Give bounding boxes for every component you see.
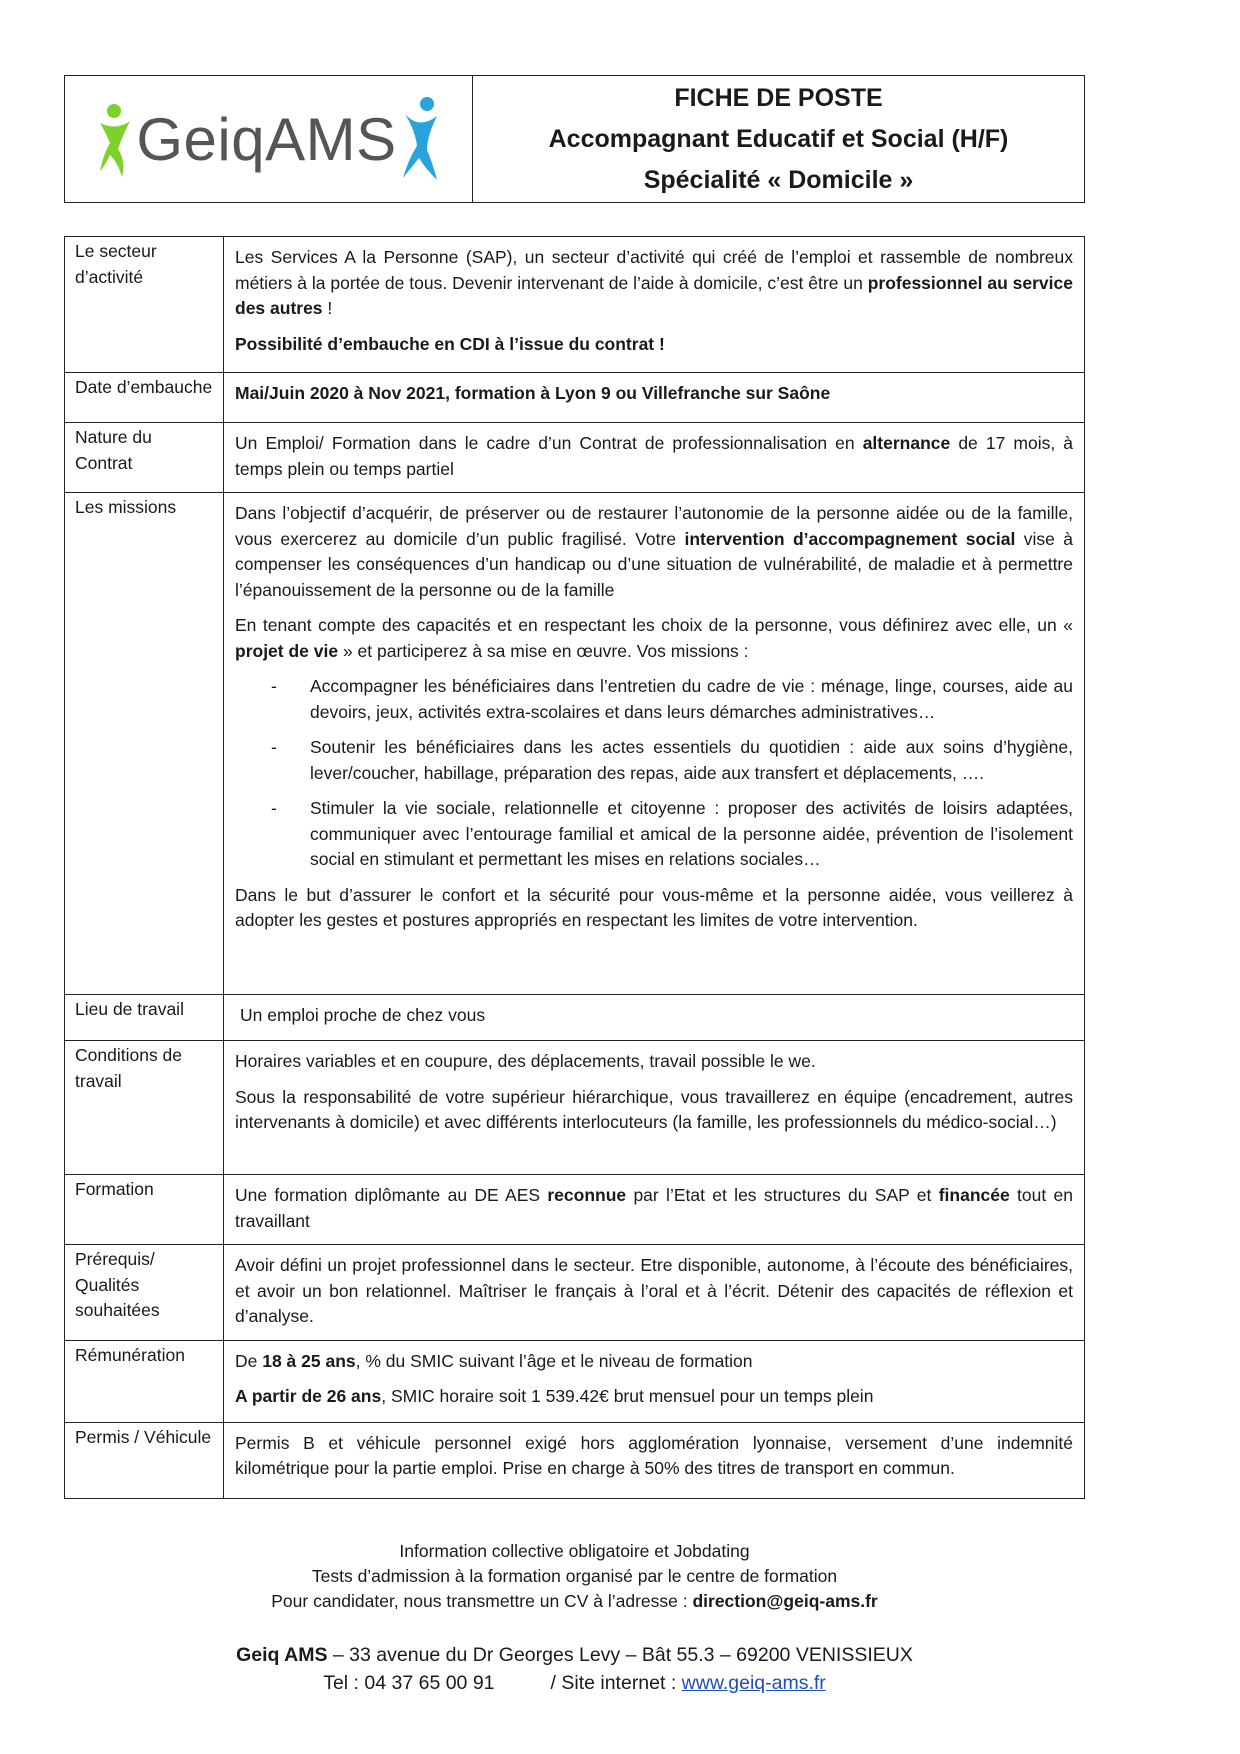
label-permis: Permis / Véhicule [65, 1422, 224, 1498]
label-lieu: Lieu de travail [65, 995, 224, 1041]
row-prerequis [65, 1245, 1085, 1341]
phone-site-line: Tel : 04 37 65 00 91 / Site internet : www.geiq-ams.fr [323, 1672, 826, 1694]
value-date: Mai/Juin 2020 à Nov 2021, formation à Lyon 9 ou Villefranche sur Saône [224, 373, 1085, 423]
green-figure-icon [96, 97, 136, 181]
value-missions: Dans l’objectif d’acquérir, de préserver ou de restaurer l’autonomie de la personne aidée ou de la famille, vous exercerez au domicile d’un public fragilisé. Votre intervention d’accompagnement social vise à compenser les conséquences d’un handicap ou d’une situation de vulnérabilité, de maladie et à permettre l’épanouissement de la personne ou de la famille En tenant compte des capacités et en respectant les choix de la personne, vous définirez avec elle, un « projet de vie » et participerez à sa mise en œuvre. Vos missions : - Accompagner les bénéficiaires dans l’entretien du cadre de vie : ménage, linge, courses, aide au devoirs, jeux, activités extra-scolaires et dans leurs démarches administratives… - Soutenir les bénéficiaires dans les actes essentiels du quotidien : aide aux soins d’hygiène, lever/coucher, habillage, préparation des repas, aide aux transfert et déplacements, …. - Stimuler la vie sociale, relationnelle et citoyenne : proposer des activités de loisirs adaptées, communiquer avec l’entourage familial et amical de la personne aidée, prévention de l’isolement social en stimulant et permettant les mises en relations sociales… Dans le but d’assurer le confort et la sécurité pour vous-même et la personne aidée, vous veillerez à adopter les gestes et postures appropriés en respectant les limites de votre intervention. [224, 493, 1085, 995]
phone: Tel : 04 37 65 00 91 [323, 1672, 495, 1694]
value-permis: Permis B et véhicule personnel exigé hors agglomération lyonnaise, versement d’une indemnité kilométrique pour la partie emploi. Prise en charge à 50% des titres de transport en commun. [224, 1422, 1085, 1498]
value-nature: Un Emploi/ Formation dans le cadre d’un Contrat de professionnalisation en alternance de 17 mois, à temps plein ou temps partiel [224, 423, 1085, 493]
org-name: Geiq AMS [236, 1644, 328, 1666]
row-formation [65, 1175, 1085, 1245]
mission-item: - Accompagner les bénéficiaires dans l’entretien du cadre de vie : ménage, linge, courses, aide au devoirs, jeux, activités extra-scolaires et dans leurs démarches administratives… [271, 676, 1073, 722]
header-box [64, 75, 1085, 203]
label-secteur: Le secteur d’activité [65, 237, 224, 373]
application-info [64, 1539, 1085, 1614]
label-nature: Nature du Contrat [65, 423, 224, 493]
mission-item: - Soutenir les bénéficiaires dans les actes essentiels du quotidien : aide aux soins d’hygiène, lever/coucher, habillage, préparation des repas, aide aux transfert et déplacements, …. [271, 737, 1073, 783]
info-line-3: Pour candidater, nous transmettre un CV à l’adresse : direction@geiq-ams.fr [271, 1591, 878, 1611]
cdi-highlight: Possibilité d’embauche en CDI à l’issue du contrat ! [235, 333, 665, 354]
logo-cell [65, 76, 473, 202]
label-missions: Les missions [65, 493, 224, 995]
job-details-table [64, 236, 1085, 1499]
label-formation: Formation [65, 1175, 224, 1245]
value-prerequis: Avoir défini un projet professionnel dans le secteur. Etre disponible, autonome, à l’écoute des bénéficiaires, et avoir un bon relationnel. Maîtriser le français à l’oral et à l’écrit. Détenir des capacités de réflexion et d’analyse. [224, 1245, 1085, 1341]
row-nature [65, 423, 1085, 493]
email-link[interactable]: direction@geiq-ams.fr [692, 1591, 878, 1611]
value-secteur: Les Services A la Personne (SAP), un secteur d’activité qui créé de l’emploi et rassemble de nombreux métiers à la portée de tous. Devenir intervenant de l’aide à domicile, c’est être un professionnel au service des autres ! Possibilité d’embauche en CDI à l’issue du contrat ! [224, 237, 1085, 373]
label-prerequis: Prérequis/ Qualités souhaitées [65, 1245, 224, 1341]
blue-figure-icon [397, 94, 441, 184]
label-date: Date d’embauche [65, 373, 224, 423]
job-title: Accompagnant Educatif et Social (H/F) [548, 124, 1009, 153]
logo-text: GeiqAMS [136, 105, 397, 173]
geiq-ams-logo [96, 94, 440, 184]
row-conditions [65, 1041, 1085, 1175]
contact-block [64, 1641, 1085, 1697]
row-lieu [65, 995, 1085, 1041]
title-block [473, 76, 1084, 202]
row-missions [65, 493, 1085, 995]
value-formation: Une formation diplômante au DE AES reconnue par l’Etat et les structures du SAP et financée tout en travaillant [224, 1175, 1085, 1245]
mission-item: - Stimuler la vie sociale, relationnelle et citoyenne : proposer des activités de loisirs adaptées, communiquer avec l’entourage familial et amical de la personne aidée, prévention de l’isolement social en stimulant et permettant les mises en relations sociales… [271, 798, 1073, 869]
doc-title: FICHE DE POSTE [674, 83, 883, 112]
row-remuneration [65, 1340, 1085, 1422]
row-date [65, 373, 1085, 423]
website-link[interactable]: www.geiq-ams.fr [681, 1672, 826, 1694]
info-line-2: Tests d’admission à la formation organisé par le centre de formation [311, 1566, 838, 1586]
info-line-1: Information collective obligatoire et Jobdating [399, 1541, 750, 1561]
value-lieu: Un emploi proche de chez vous [224, 995, 1085, 1041]
value-remuneration: De 18 à 25 ans, % du SMIC suivant l’âge et le niveau de formation A partir de 26 ans, SMIC horaire soit 1 539.42€ brut mensuel pour un temps plein [224, 1340, 1085, 1422]
job-specialty: Spécialité « Domicile » [643, 165, 914, 194]
row-permis [65, 1422, 1085, 1498]
row-secteur [65, 237, 1085, 373]
label-remuneration: Rémunération [65, 1340, 224, 1422]
label-conditions: Conditions de travail [65, 1041, 224, 1175]
value-conditions: Horaires variables et en coupure, des déplacements, travail possible le we. Sous la responsabilité de votre supérieur hiérarchique, vous travaillerez en équipe (encadrement, autres intervenants à domicile) et avec différents interlocuteurs (la famille, les professionnels du médico-social…) [224, 1041, 1085, 1175]
address-line: Geiq AMS – 33 avenue du Dr Georges Levy – Bât 55.3 – 69200 VENISSIEUX [236, 1644, 913, 1666]
